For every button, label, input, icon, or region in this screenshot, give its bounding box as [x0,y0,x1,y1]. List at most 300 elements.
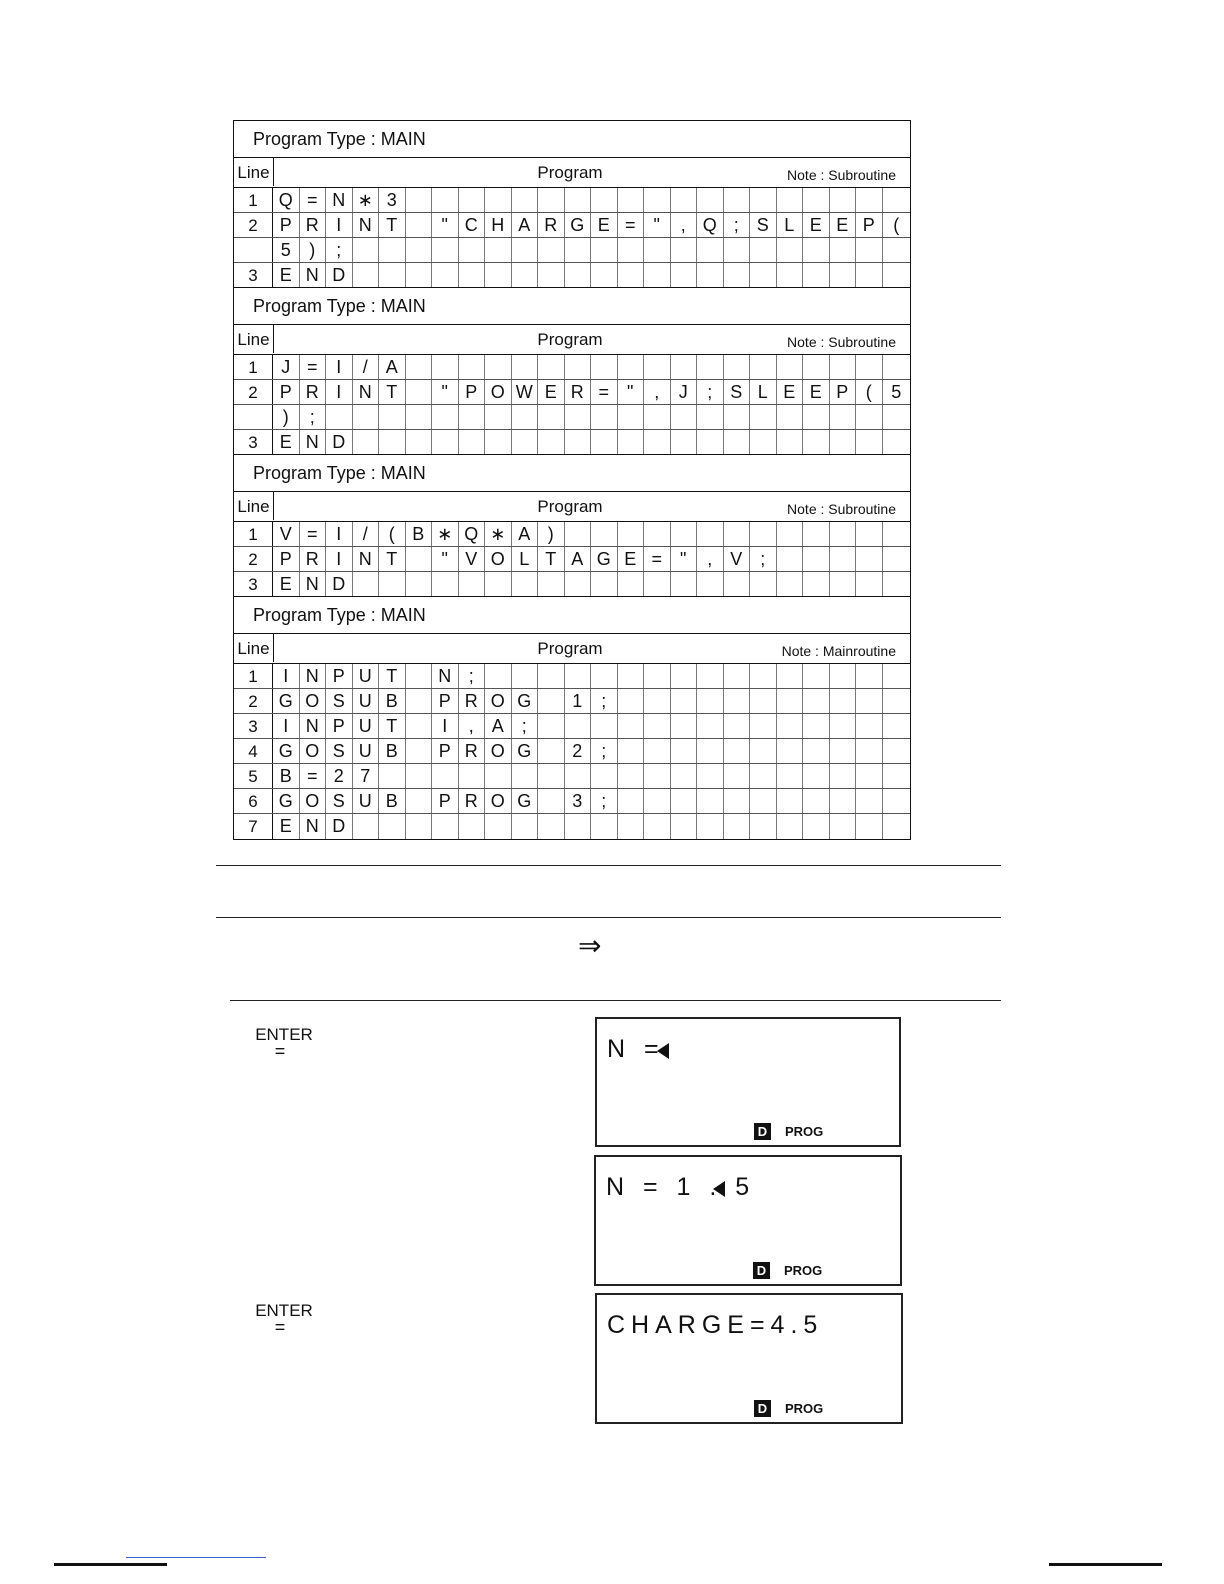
program-char-cell [803,238,830,262]
program-char-cell: O [300,689,327,713]
program-char-cell: N [353,547,380,571]
program-char-cell: V [724,547,751,571]
program-char-cell [777,263,804,287]
program-char-cell [406,547,433,571]
program-char-cell: N [353,380,380,404]
program-line [234,380,910,405]
enter-key-2 [253,1301,315,1337]
program-char-cell [379,430,406,454]
program-char-cell [591,572,618,596]
program-char-cell: D [326,814,353,839]
cursor-left-icon [713,1181,725,1197]
program-char-cell [459,405,486,429]
program-char-cell: P [326,664,353,688]
program-char-cell [671,188,698,212]
program-char-cell: O [485,547,512,571]
program-char-cell: Q [273,188,300,212]
program-char-cell: A [379,355,406,379]
program-char-cell [591,714,618,738]
program-type-header: Program Type : MAIN [234,597,910,634]
program-char-cell [750,814,777,839]
program-char-cell [406,263,433,287]
program-char-cell [512,572,539,596]
program-char-cell [883,689,911,713]
program-line [234,547,910,572]
program-char-cell [406,430,433,454]
program-char-cell [644,522,671,546]
lcd-text: N = [607,1035,678,1063]
program-char-cell [750,238,777,262]
program-char-cell [618,764,645,788]
program-char-cell [671,355,698,379]
mode-label: PROG [785,1401,824,1416]
program-char-cell [883,789,911,813]
program-char-cell: T [379,714,406,738]
program-char-cell: ) [300,238,327,262]
program-char-cell: E [803,213,830,237]
program-char-cell: A [485,714,512,738]
program-char-cell: N [300,572,327,596]
program-char-cell: S [724,380,751,404]
column-header [234,634,910,664]
program-char-cell [406,380,433,404]
program-char-cell [538,405,565,429]
line-number: 3 [234,263,273,287]
program-char-cell: T [379,664,406,688]
implies-arrow-icon: ⇒ [578,930,602,961]
program-char-cell: N [326,188,353,212]
program-char-cell [591,522,618,546]
program-char-cell: = [618,213,645,237]
program-char-cell [830,238,857,262]
program-char-cell [353,238,380,262]
program-char-cell: , [459,714,486,738]
program-char-cell: 1 [565,689,592,713]
program-char-cell [724,714,751,738]
program-char-cell [697,689,724,713]
program-char-cell [432,263,459,287]
line-number: 6 [234,789,273,813]
program-char-cell [697,430,724,454]
program-char-cell [830,764,857,788]
program-char-cell [512,238,539,262]
program-char-cell [750,263,777,287]
line-number: 3 [234,430,273,454]
program-char-cell [432,814,459,839]
program-char-cell [591,664,618,688]
program-char-cell [618,714,645,738]
program-char-cell: R [300,547,327,571]
program-char-cell: S [326,689,353,713]
program-char-cell: D [326,430,353,454]
program-char-cell: , [697,547,724,571]
program-char-cell [512,664,539,688]
program-char-cell [379,572,406,596]
program-char-cell [618,405,645,429]
program-char-cell [830,547,857,571]
program-char-cell [883,547,911,571]
program-char-cell [538,263,565,287]
program-char-cell [618,789,645,813]
program-char-cell [644,188,671,212]
footer-rule-right [1049,1563,1162,1566]
program-char-cell: Q [697,213,724,237]
program-char-cell [618,739,645,763]
line-number: 2 [234,213,273,237]
program-char-cell [406,689,433,713]
enter-key-sub: = [274,1041,286,1061]
program-char-cell: I [326,380,353,404]
line-number: 1 [234,355,273,379]
program-block [234,288,910,455]
program-char-cell [883,405,911,429]
program-char-cell: I [273,714,300,738]
program-char-cell: P [856,213,883,237]
program-char-cell: N [300,714,327,738]
program-char-cell [432,572,459,596]
program-char-cell: S [326,789,353,813]
program-char-cell [644,238,671,262]
program-char-cell: I [326,547,353,571]
program-char-cell: ∗ [485,522,512,546]
program-char-cell [671,739,698,763]
program-char-cell: I [432,714,459,738]
program-char-cell [538,814,565,839]
program-char-cell: = [300,188,327,212]
program-char-cell [459,238,486,262]
column-header [234,325,910,355]
lcd-text: CHARGE=4.5 [607,1311,824,1339]
program-char-cell [724,238,751,262]
program-char-cell [856,764,883,788]
program-char-cell [565,714,592,738]
program-char-cell: G [512,739,539,763]
program-char-cell: G [591,547,618,571]
program-char-cell: ( [893,215,900,235]
program-char-cell [697,522,724,546]
column-header [234,492,910,522]
program-char-cell: P [432,689,459,713]
program-char-cell: ; [591,739,618,763]
program-char-cell [565,355,592,379]
routine-note: Note : Mainroutine [781,643,896,659]
program-char-cell [618,355,645,379]
program-char-cell: H [485,213,512,237]
routine-note: Note : Subroutine [787,167,896,183]
program-char-cell [750,522,777,546]
program-char-cell: R [459,739,486,763]
program-char-cell [485,764,512,788]
program-char-cell: ; [326,238,353,262]
program-char-cell [671,263,698,287]
program-char-cell [538,689,565,713]
program-char-cell [538,430,565,454]
program-line [234,213,910,238]
program-char-cell [538,188,565,212]
program-char-cell [777,714,804,738]
program-char-cell [644,714,671,738]
program-char-cell [485,405,512,429]
degree-mode-icon: D [753,1262,770,1279]
program-char-cell: O [485,380,512,404]
program-char-cell [856,238,883,262]
program-char-cell: E [591,213,618,237]
program-char-cell [750,572,777,596]
program-char-cell [777,430,804,454]
lcd-display-3 [595,1293,903,1424]
program-char-cell [538,238,565,262]
routine-note: Note : Subroutine [787,334,896,350]
program-char-cell [591,355,618,379]
program-char-cell [406,355,433,379]
program-char-cell [750,430,777,454]
program-char-cell: G [512,789,539,813]
program-char-cell [538,572,565,596]
line-number: 3 [234,714,273,738]
line-number: 1 [234,188,273,212]
program-char-cell [406,572,433,596]
program-char-cell [671,714,698,738]
mode-label: PROG [785,1124,824,1139]
line-number: 2 [234,547,273,571]
program-char-cell [644,764,671,788]
program-char-cell [750,355,777,379]
program-char-cell: L [512,547,539,571]
program-char-cell [671,789,698,813]
program-char-cell [883,430,911,454]
program-char-cell [697,188,724,212]
program-char-cell [671,522,698,546]
program-char-cell [724,572,751,596]
program-char-cell: N [300,664,327,688]
program-char-cell [406,814,433,839]
program-char-cell: R [459,789,486,813]
enter-key-sub: = [274,1317,286,1337]
program-type-header: Program Type : MAIN [234,288,910,325]
program-char-cell [671,238,698,262]
enter-key-label: ENTER [255,1301,313,1320]
program-char-cell [883,238,911,262]
program-char-cell [406,188,433,212]
program-line [234,814,910,839]
footer-link-line [126,1557,266,1558]
line-number: 7 [234,814,273,839]
program-char-cell [406,789,433,813]
program-line [234,572,910,597]
program-char-cell: B [379,689,406,713]
program-char-cell [512,405,539,429]
program-char-cell [856,739,883,763]
program-char-cell: ( [379,522,406,546]
program-line [234,405,910,430]
program-line [234,789,910,814]
program-sheet [233,120,911,840]
program-char-cell [697,238,724,262]
program-char-cell [644,689,671,713]
program-char-cell [618,522,645,546]
program-char-cell [644,814,671,839]
line-number [234,238,273,262]
program-char-cell: ∗ [432,522,459,546]
program-char-cell [618,814,645,839]
program-char-cell [485,188,512,212]
program-char-cell [777,405,804,429]
program-char-cell [459,355,486,379]
program-char-cell [618,572,645,596]
program-char-cell: I [326,522,353,546]
program-char-cell: R [300,213,327,237]
program-char-cell: ; [512,714,539,738]
program-char-cell: O [300,739,327,763]
program-char-cell [777,572,804,596]
program-char-cell: " [432,547,459,571]
program-char-cell: T [379,213,406,237]
program-char-cell [459,263,486,287]
program-char-cell: B [273,764,300,788]
program-block [234,121,910,288]
program-char-cell [459,764,486,788]
line-number: 3 [234,572,273,596]
status-indicators [753,1262,822,1279]
program-char-cell: A [565,547,592,571]
program-char-cell [803,572,830,596]
line-number [234,405,273,429]
program-char-cell: B [379,739,406,763]
enter-key-label: ENTER [255,1025,313,1044]
program-char-cell [432,238,459,262]
program-char-cell [538,764,565,788]
program-char-cell [724,764,751,788]
program-char-cell [830,430,857,454]
program-char-cell: " [644,213,671,237]
program-char-cell [565,188,592,212]
program-char-cell [803,689,830,713]
program-char-cell [856,714,883,738]
program-char-cell: ; [750,547,777,571]
program-char-cell: 2 [565,739,592,763]
program-char-cell [697,263,724,287]
program-char-cell [644,430,671,454]
program-char-cell: G [512,689,539,713]
program-char-cell [697,405,724,429]
program-char-cell [591,405,618,429]
footer-rule-left [54,1563,167,1566]
program-char-cell [644,263,671,287]
program-char-cell: N [300,263,327,287]
program-char-cell: R [300,380,327,404]
program-char-cell [883,764,911,788]
program-char-cell: 7 [353,764,380,788]
program-char-cell: V [459,547,486,571]
program-char-cell: P [273,547,300,571]
program-char-cell: V [273,522,300,546]
program-char-cell: I [326,213,353,237]
program-char-cell: E [777,380,804,404]
program-char-cell [856,405,883,429]
program-char-cell [856,263,883,287]
program-char-cell: 5 [273,238,300,262]
program-char-cell [432,188,459,212]
program-char-cell: U [353,714,380,738]
program-block [234,597,910,839]
program-char-cell [830,739,857,763]
program-char-cell: ∗ [353,188,380,212]
program-char-cell: ) [538,522,565,546]
program-char-cell [618,664,645,688]
program-char-cell [485,572,512,596]
program-char-cell [671,664,698,688]
program-char-cell [777,814,804,839]
program-char-cell [538,664,565,688]
program-char-cell: P [273,380,300,404]
degree-mode-icon: D [754,1123,771,1140]
program-char-cell [777,764,804,788]
program-char-cell [591,238,618,262]
program-char-cell [856,547,883,571]
program-block [234,455,910,597]
program-char-cell [565,814,592,839]
program-char-cell [830,263,857,287]
program-char-cell: ; [591,789,618,813]
program-char-cell [803,739,830,763]
program-char-cell: = [300,522,327,546]
lcd-display-1 [595,1017,901,1147]
program-char-cell: = [591,380,618,404]
program-char-cell: " [432,213,459,237]
program-char-cell [830,714,857,738]
program-char-cell: L [777,213,804,237]
program-char-cell [512,430,539,454]
program-char-cell [856,789,883,813]
program-char-cell [379,764,406,788]
program-line [234,238,910,263]
program-char-cell [671,405,698,429]
program-char-cell [618,689,645,713]
program-char-cell: = [300,355,327,379]
program-char-cell [644,572,671,596]
program-char-cell: U [353,739,380,763]
program-char-cell [830,572,857,596]
program-char-cell: E [273,430,300,454]
program-char-cell: O [300,789,327,813]
program-char-cell: ; [300,405,327,429]
program-char-cell [803,714,830,738]
program-char-cell [618,238,645,262]
program-char-cell: P [273,213,300,237]
program-char-cell: / [353,355,380,379]
program-char-cell: E [273,814,300,839]
program-char-cell [750,764,777,788]
program-char-cell: E [830,213,857,237]
program-char-cell [750,739,777,763]
program-char-cell [777,739,804,763]
program-char-cell [485,355,512,379]
program-char-cell [485,430,512,454]
program-char-cell [565,572,592,596]
program-char-cell [406,739,433,763]
program-char-cell: P [432,789,459,813]
program-char-cell [724,789,751,813]
program-char-cell: L [750,380,777,404]
program-char-cell [830,814,857,839]
program-char-cell [591,430,618,454]
line-number: 5 [234,764,273,788]
program-char-cell: O [485,739,512,763]
program-char-cell: ; [591,689,618,713]
program-char-cell [724,188,751,212]
program-char-cell [565,263,592,287]
program-char-cell [856,430,883,454]
